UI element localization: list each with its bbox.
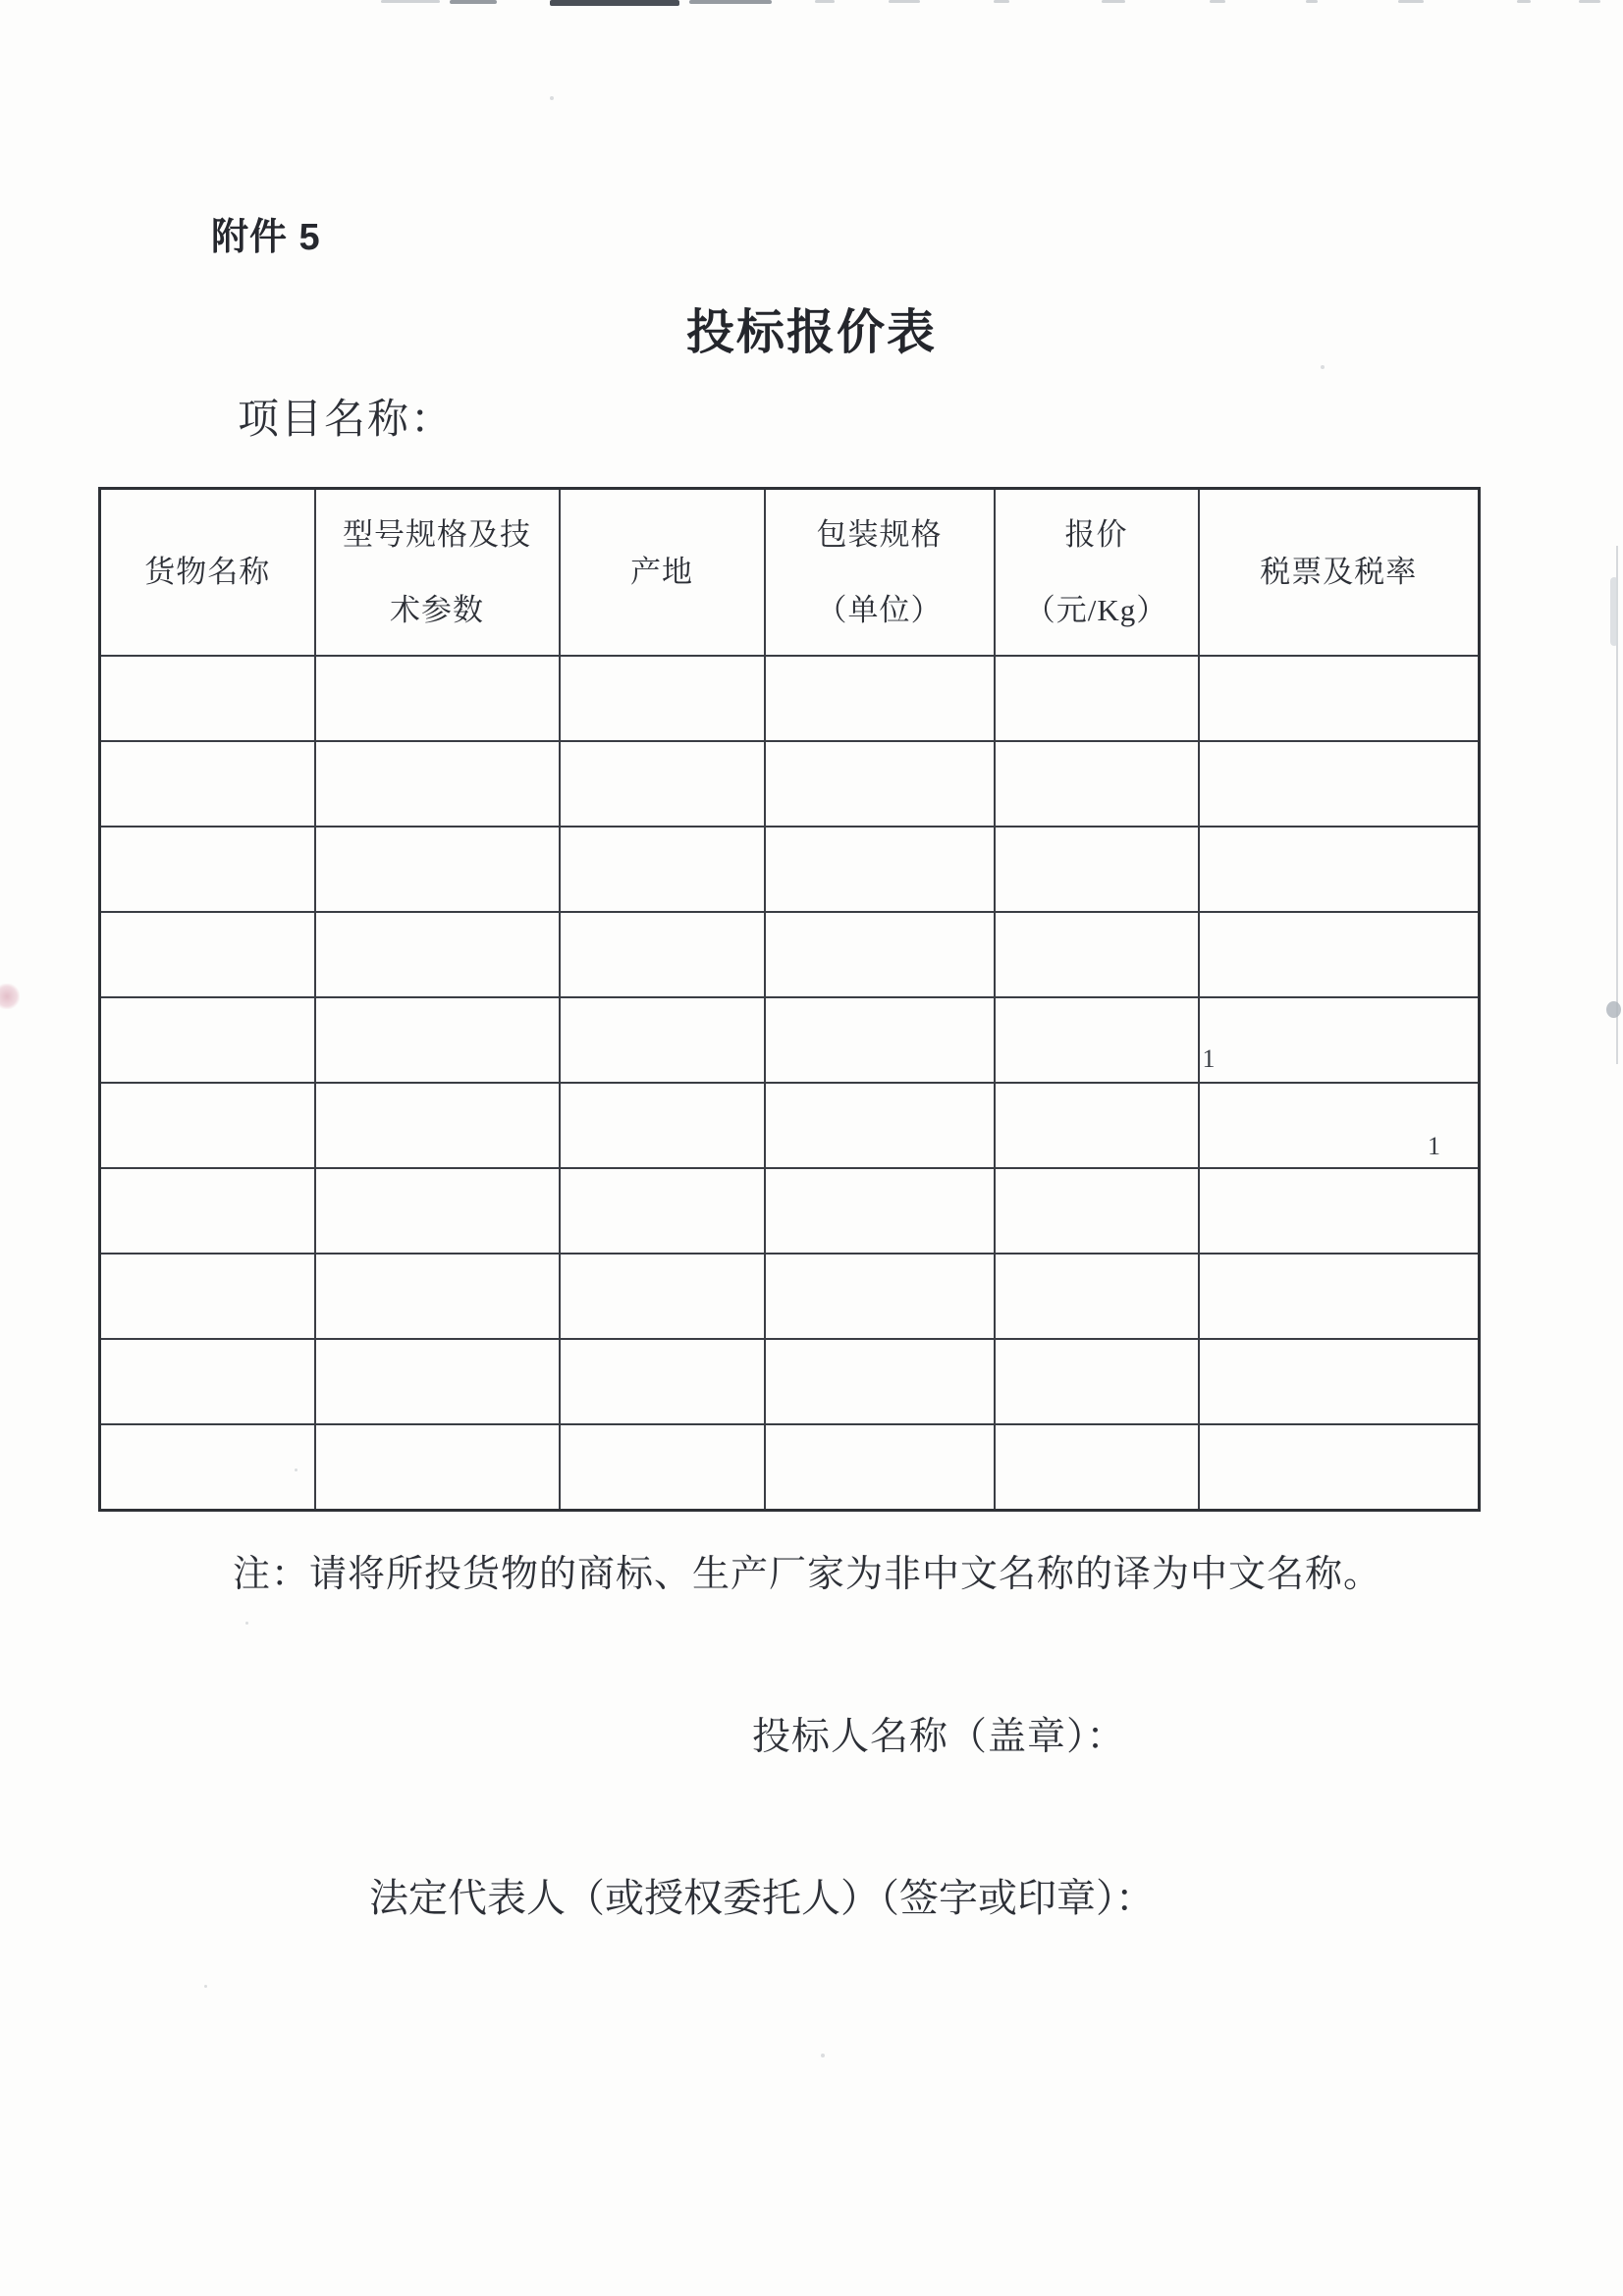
table-row <box>100 1339 1480 1424</box>
attachment-number-label: 附件 5 <box>211 217 321 258</box>
header-line: 报价 <box>1064 516 1128 552</box>
note-text: 注：请将所投货物的商标、生产厂家为非中文名称的译为中文名称。 <box>233 1554 1382 1595</box>
scan-artifact <box>1210 0 1225 3</box>
scan-artifact <box>1517 0 1531 3</box>
empty-cell <box>995 912 1199 997</box>
header-line: （元/Kg） <box>1024 593 1168 627</box>
empty-cell <box>765 1424 995 1511</box>
scan-artifact <box>994 0 1009 3</box>
paper-speck <box>204 1985 207 1988</box>
header-line: 包装规格 <box>816 516 943 552</box>
stray-digit: 1 <box>1428 1132 1440 1160</box>
empty-cell <box>315 1424 560 1511</box>
empty-cell <box>765 997 995 1083</box>
stray-digit: 1 <box>1202 1044 1216 1073</box>
empty-cell <box>100 741 315 827</box>
scan-artifact <box>1579 0 1600 3</box>
table-row <box>100 997 1480 1083</box>
col-header-goods-name <box>100 489 315 657</box>
empty-cell <box>560 1254 765 1339</box>
paper-speck <box>821 2054 825 2057</box>
col-header-tax <box>1199 489 1480 657</box>
empty-cell <box>765 912 995 997</box>
empty-cell <box>100 912 315 997</box>
empty-cell <box>315 997 560 1083</box>
scan-artifact <box>450 0 497 4</box>
empty-cell <box>995 741 1199 827</box>
empty-cell <box>315 1254 560 1339</box>
empty-cell <box>765 1168 995 1254</box>
empty-cell <box>315 741 560 827</box>
empty-cell <box>100 1083 315 1168</box>
empty-cell <box>995 656 1199 741</box>
bidder-name-seal-label: 投标人名称（盖章）： <box>752 1716 1126 1758</box>
empty-cell <box>100 1339 315 1424</box>
col-header-model-spec <box>315 489 560 657</box>
empty-cell <box>1199 741 1480 827</box>
empty-cell <box>995 827 1199 912</box>
empty-cell <box>315 827 560 912</box>
empty-cell <box>995 1254 1199 1339</box>
empty-cell <box>560 1424 765 1511</box>
empty-cell <box>765 827 995 912</box>
empty-cell <box>560 1168 765 1254</box>
empty-cell <box>765 1083 995 1168</box>
scan-artifact <box>1610 577 1618 646</box>
empty-cell <box>1199 1424 1480 1511</box>
empty-cell <box>560 1339 765 1424</box>
scan-artifact <box>815 0 835 3</box>
empty-cell <box>1199 656 1480 741</box>
paper-speck <box>1321 365 1325 369</box>
header-line: 型号规格及技 <box>343 516 531 552</box>
empty-cell <box>765 741 995 827</box>
header-line: 产地 <box>630 555 693 590</box>
empty-cell <box>995 1083 1199 1168</box>
empty-cell <box>560 827 765 912</box>
empty-cell <box>1199 1339 1480 1424</box>
empty-cell <box>765 656 995 741</box>
scan-artifact <box>1306 0 1318 3</box>
table-row <box>100 1083 1480 1168</box>
empty-cell <box>315 1168 560 1254</box>
paper-speck <box>245 1622 248 1625</box>
scan-artifact <box>381 0 440 3</box>
col-header-origin <box>560 489 765 657</box>
empty-cell <box>995 1168 1199 1254</box>
paper-speck <box>550 96 554 100</box>
empty-cell <box>100 1424 315 1511</box>
empty-cell <box>560 1083 765 1168</box>
scan-artifact <box>1606 1001 1621 1018</box>
empty-cell <box>1199 1254 1480 1339</box>
scan-artifact <box>689 0 772 4</box>
empty-cell <box>100 1168 315 1254</box>
header-line: 货物名称 <box>144 555 271 590</box>
scan-artifact <box>0 984 20 1009</box>
empty-cell <box>560 741 765 827</box>
empty-cell <box>995 1424 1199 1511</box>
col-header-packaging <box>765 489 995 657</box>
scan-artifact <box>1102 0 1125 3</box>
empty-cell <box>315 1339 560 1424</box>
legal-representative-label: 法定代表人（或授权委托人）（签字或印章）： <box>369 1876 1155 1920</box>
header-line: （单位） <box>816 593 943 627</box>
table-row <box>100 1168 1480 1254</box>
empty-cell <box>560 997 765 1083</box>
tax-cell-with-mark <box>1199 1083 1480 1168</box>
table-row <box>100 1254 1480 1339</box>
empty-cell <box>1199 912 1480 997</box>
table-row <box>100 741 1480 827</box>
table-row <box>100 1424 1480 1511</box>
empty-cell <box>315 656 560 741</box>
scan-artifact <box>1398 0 1424 3</box>
scan-artifact <box>889 0 920 3</box>
table-header-row <box>100 489 1480 657</box>
empty-cell <box>315 912 560 997</box>
document-title: 投标报价表 <box>685 305 937 359</box>
table-row <box>100 656 1480 741</box>
empty-cell <box>995 1339 1199 1424</box>
empty-cell <box>765 1254 995 1339</box>
empty-cell <box>765 1339 995 1424</box>
bid-quotation-table <box>98 487 1481 1512</box>
empty-cell <box>315 1083 560 1168</box>
empty-cell <box>100 827 315 912</box>
empty-cell <box>995 997 1199 1083</box>
empty-cell <box>100 656 315 741</box>
empty-cell <box>1199 1168 1480 1254</box>
empty-cell <box>100 997 315 1083</box>
empty-cell <box>560 912 765 997</box>
header-line: 术参数 <box>390 593 484 627</box>
header-line: 税票及税率 <box>1260 555 1418 590</box>
project-name-label: 项目名称： <box>238 398 455 443</box>
empty-cell <box>100 1254 315 1339</box>
table-row <box>100 827 1480 912</box>
empty-cell <box>1199 827 1480 912</box>
table-row <box>100 912 1480 997</box>
col-header-price <box>995 489 1199 657</box>
tax-cell-with-mark <box>1199 997 1480 1083</box>
scan-artifact <box>550 0 679 6</box>
empty-cell <box>560 656 765 741</box>
